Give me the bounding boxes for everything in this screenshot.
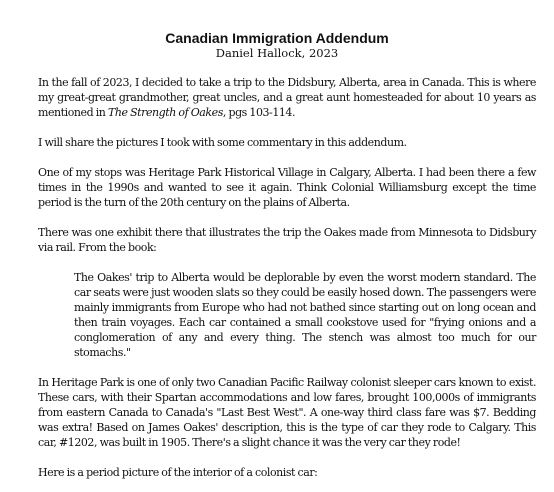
document-title: Canadian Immigration Addendum (165, 30, 389, 46)
paragraph-heritage-park: One of my stops was Heritage Park Historical Village in Calgary, Alberta. I had been there a few times in the 1990s and wanted to see it again. Think Colonial Williamsburg except the time period is the turn of the 20th century on the plains of Alberta. (38, 166, 536, 209)
document-byline: Daniel Hallock, 2023 (215, 46, 339, 60)
paragraph-intro-text: In the fall of 2023, I decided to take a trip to the Didsbury, Alberta, area in Canada. This is where my great-great grandmother, great uncles, and a great aunt homesteaded for about 10 years as mentioned in (38, 76, 536, 119)
paragraph-pictures: I will share the pictures I took with some commentary in this addendum. (38, 136, 407, 149)
book-quote: The Oakes' trip to Alberta would be deplorable by even the worst modern standard. The car seats were just wooden slats so they could be easily hosed down. The passengers were mainly immigrants from Europe who had not bathed since starting out on long ocean and then train voyages. Each car contained a small cookstove used for "frying onions and a conglomeration of any and every thing. The stench was almost too much for our stomachs." (74, 271, 536, 359)
paragraph-intro (38, 75, 536, 120)
paragraph-intro-pages: , pgs 103-114. (222, 106, 296, 119)
paragraph-period-picture: Here is a period picture of the interior of a colonist car: (38, 466, 318, 479)
paragraph-colonist-car: In Heritage Park is one of only two Canadian Pacific Railway colonist sleeper cars known to exist. These cars, with their Spartan accommodations and low fares, brought 100,000s of immigrants from eastern Canada to Canada's "Last Best West". A one-way third class fare was $7. Bedding was extra! Based on James Oakes' description, this is the type of car they rode to Calgary. This car, #1202, was built in 1905. There's a slight chance it was the very car they rode! (38, 376, 536, 449)
paragraph-exhibit: There was one exhibit there that illustrates the trip the Oakes made from Minnesota to Didsbury via rail. From the book: (38, 226, 536, 254)
book-title: The Strength of Oakes (107, 106, 223, 119)
